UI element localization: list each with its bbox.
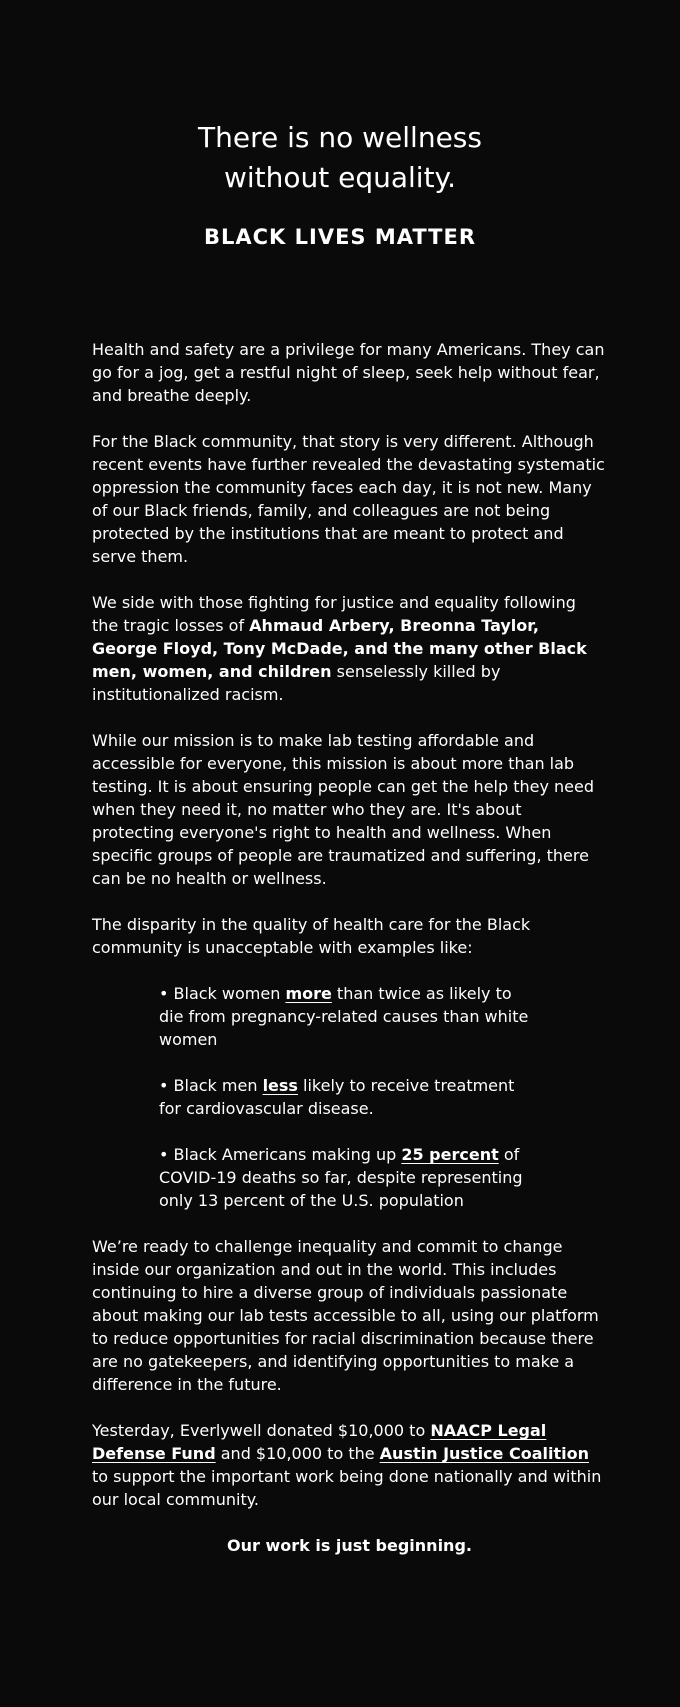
paragraph-justice (92, 591, 607, 706)
list-item (159, 1074, 534, 1120)
naacp-ldf-link[interactable]: NAACP Legal Defense Fund (92, 1421, 547, 1463)
more-link[interactable]: more (285, 984, 332, 1003)
25-percent-link[interactable]: 25 percent (401, 1145, 499, 1164)
bullet-suffix: of COVID-19 deaths so far, despite representing only 13 percent of the U.S. population (159, 1145, 523, 1210)
paragraph-mission: While our mission is to make lab testing affordable and accessible for everyone, this mission is about more than lab testing. It is about ensuring people can get the help they need when they need it, no matter who they are. It's about protecting everyone's right to health and wellness. When specific groups of people are traumatized and suffering, there can be no health or wellness. (92, 731, 595, 888)
paragraph-justice-intro: We side with those fighting for justice and equality following the tragic losses of (92, 593, 576, 635)
donation-outro: to support the important work being done nationally and within our local community. (92, 1467, 602, 1509)
paragraph-disparity: The disparity in the quality of health care for the Black community is unacceptable with examples like: (92, 915, 531, 957)
victims-names: Ahmaud Arbery, Breonna Taylor, George Floyd, Tony McDade, and the many other Black men, women, and children (92, 616, 587, 681)
paragraph-black-community: For the Black community, that story is very different. Although recent events have further revealed the devastating systematic oppression the community faces each day, it is not new. Many of our Black friends, family, and colleagues are not being protected by the institutions that are meant to protect and serve them. (92, 432, 605, 566)
bullet-prefix: • Black Americans making up (159, 1145, 402, 1164)
headline-line-1: There is no wellness (198, 121, 482, 154)
paragraph-privilege: Health and safety are a privilege for many Americans. They can go for a jog, get a restful night of sleep, seek help without fear, and breathe deeply. (92, 340, 605, 405)
bullet-suffix: than twice as likely to die from pregnancy-related causes than white women (159, 984, 529, 1049)
disparity-list (159, 982, 534, 1212)
list-item (159, 1143, 534, 1212)
headline-line-2: without equality. (223, 161, 457, 194)
bullet-prefix: • Black men (159, 1076, 263, 1095)
list-item (159, 982, 534, 1051)
tagline: BLACK LIVES MATTER (203, 225, 477, 249)
less-link[interactable]: less (262, 1076, 298, 1095)
statement-body (92, 338, 607, 1580)
austin-justice-coalition-link[interactable]: Austin Justice Coalition (379, 1444, 589, 1463)
donation-intro: Yesterday, Everlywell donated $10,000 to (92, 1421, 431, 1440)
paragraph-justice-outro: senselessly killed by institutionalized racism. (92, 662, 501, 704)
donation-middle: and $10,000 to the (215, 1444, 380, 1463)
paragraph-commitment: We’re ready to challenge inequality and commit to change inside our organization and out in the world. This includes continuing to hire a diverse group of individuals passionate about making our lab tests accessible to all, using our platform to reduce opportunities for racial discrimination because there are no gatekeepers, and identifying opportunities to make a difference in the future. (92, 1237, 599, 1394)
bullet-suffix: likely to receive treatment for cardiovascular disease. (159, 1076, 515, 1118)
headline (0, 118, 680, 198)
bullet-prefix: • Black women (159, 984, 286, 1003)
paragraph-donation (92, 1419, 607, 1511)
closing-statement: Our work is just beginning. (227, 1536, 472, 1555)
